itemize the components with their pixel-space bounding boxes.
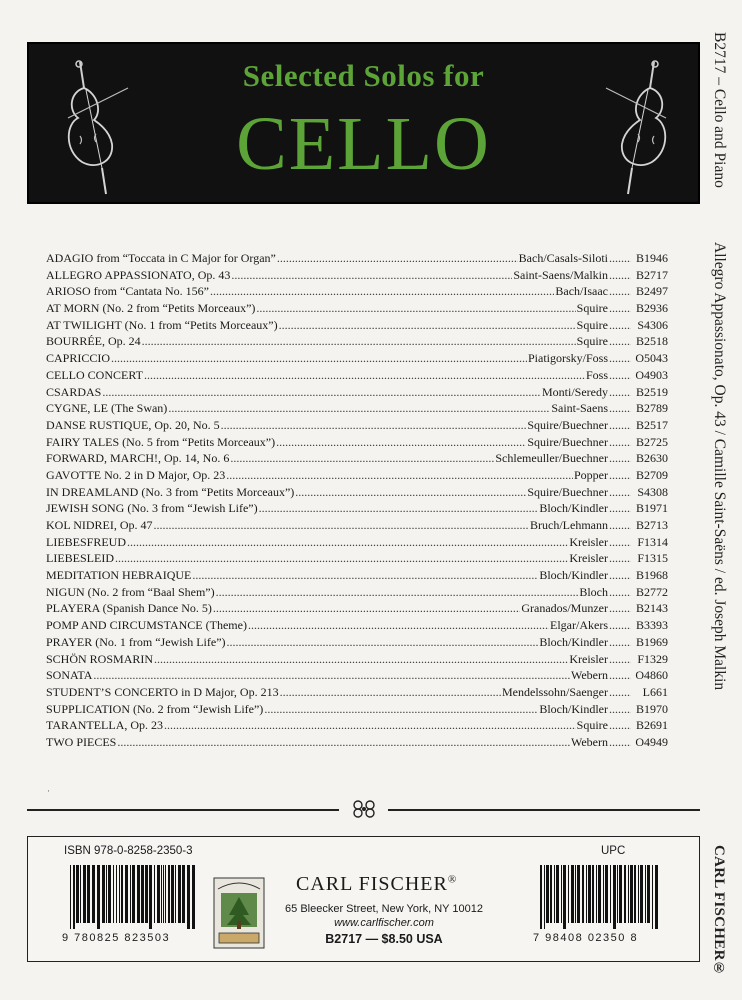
toc-composer: Squire bbox=[576, 317, 608, 332]
barcode-bar bbox=[187, 865, 190, 929]
toc-catalog-number: B2789 bbox=[635, 401, 668, 416]
toc-leader-dots bbox=[609, 567, 631, 584]
barcode-bar bbox=[178, 865, 181, 923]
upc-label: UPC bbox=[601, 845, 626, 857]
toc-title: AT MORN (No. 2 from “Petits Morceaux”) bbox=[46, 301, 256, 316]
publisher-website: www.carlfischer.com bbox=[334, 917, 434, 929]
toc-title: JEWISH SONG (No. 3 from “Jewish Life”) bbox=[46, 501, 258, 516]
toc-composer: Mendelssohn/Saenger bbox=[502, 684, 608, 699]
barcode-bar bbox=[121, 865, 123, 923]
toc-leader-dots bbox=[609, 534, 631, 551]
toc-composer: Bloch/Kindler bbox=[539, 568, 608, 583]
toc-leader-dots bbox=[609, 250, 631, 267]
barcode-bar bbox=[168, 865, 170, 923]
toc-leader-dots bbox=[609, 701, 631, 718]
toc-catalog-number: B1969 bbox=[635, 634, 668, 649]
barcode-bar bbox=[83, 865, 86, 923]
toc-catalog-number: B1968 bbox=[635, 568, 668, 583]
toc-entry bbox=[46, 701, 668, 718]
toc-entry bbox=[46, 267, 668, 284]
barcode-bar bbox=[588, 865, 591, 923]
isbn-text: ISBN 978-0-8258-2350-3 bbox=[64, 845, 193, 857]
toc-leader-dots bbox=[609, 400, 631, 417]
toc-composer: Squire bbox=[576, 334, 608, 349]
toc-catalog-number: B1970 bbox=[635, 701, 668, 716]
toc-title: NIGUN (No. 2 from “Baal Shem”) bbox=[46, 584, 215, 599]
toc-title: MEDITATION HEBRAIQUE bbox=[46, 568, 192, 583]
toc-catalog-number: S4306 bbox=[637, 317, 668, 332]
toc-leader-dots bbox=[154, 517, 529, 534]
cello-illustration-right-icon bbox=[602, 58, 672, 198]
toc-catalog-number: F1329 bbox=[637, 651, 668, 666]
toc-entry bbox=[46, 450, 668, 467]
barcode-bar bbox=[132, 865, 135, 923]
toc-catalog-number: B2519 bbox=[635, 384, 668, 399]
ornament-icon bbox=[349, 800, 379, 818]
barcode-bar bbox=[108, 865, 111, 923]
barcode-bar bbox=[87, 865, 90, 923]
toc-catalog-number: B2518 bbox=[635, 334, 668, 349]
publisher-address: 65 Bleecker Street, New York, NY 10012 bbox=[285, 903, 483, 915]
toc-catalog-number: B2630 bbox=[635, 451, 668, 466]
barcode-bar bbox=[563, 865, 566, 929]
barcode-bar bbox=[568, 865, 569, 923]
barcode-bar bbox=[628, 865, 629, 923]
toc-catalog-number: B3393 bbox=[635, 618, 668, 633]
barcode-bar bbox=[182, 865, 185, 923]
toc-entry bbox=[46, 584, 668, 601]
toc-leader-dots bbox=[210, 283, 554, 300]
toc-title: SCHÖN ROSMARIN bbox=[46, 651, 154, 666]
toc-entry bbox=[46, 500, 668, 517]
toc-catalog-number: B2936 bbox=[635, 301, 668, 316]
carl-fischer-logo-icon bbox=[213, 877, 265, 949]
toc-entry bbox=[46, 734, 668, 751]
toc-entry bbox=[46, 567, 668, 584]
toc-catalog-number: B1946 bbox=[635, 251, 668, 265]
barcode-bar bbox=[640, 865, 643, 923]
barcode-bar bbox=[556, 865, 559, 923]
barcode-bar bbox=[102, 865, 105, 923]
toc-leader-dots bbox=[226, 467, 573, 484]
toc-title: ALLEGRO APPASSIONATO, Op. 43 bbox=[46, 267, 231, 282]
toc-composer: Kreisler bbox=[569, 534, 608, 549]
toc-leader-dots bbox=[609, 600, 631, 617]
barcode-bar bbox=[157, 865, 160, 923]
barcode-bar bbox=[603, 865, 604, 923]
toc-leader-dots bbox=[248, 617, 549, 634]
toc-title: SUPPLICATION (No. 2 from “Jewish Life”) bbox=[46, 701, 264, 716]
toc-catalog-number: S4308 bbox=[637, 484, 668, 499]
toc-entry bbox=[46, 317, 668, 334]
toc-leader-dots bbox=[115, 550, 568, 567]
toc-composer: Bruch/Lehmann bbox=[530, 518, 608, 532]
toc-entry bbox=[46, 283, 668, 300]
toc-title: CAPRICCIO bbox=[46, 351, 111, 366]
catalog-price: B2717 — $8.50 USA bbox=[325, 932, 443, 946]
barcode-bar bbox=[550, 865, 552, 923]
divider-line-left bbox=[27, 809, 339, 811]
toc-composer: Schlemeuller/Buechner bbox=[495, 451, 608, 466]
barcode-bar bbox=[175, 865, 176, 923]
toc-leader-dots bbox=[609, 484, 631, 501]
toc-catalog-number: O4949 bbox=[635, 734, 668, 749]
barcode-bar bbox=[119, 865, 120, 923]
toc-composer: Webern bbox=[570, 734, 608, 749]
toc-entry bbox=[46, 651, 668, 668]
barcode-bar bbox=[165, 865, 166, 923]
toc-leader-dots bbox=[609, 651, 631, 668]
toc-leader-dots bbox=[276, 434, 526, 451]
toc-leader-dots bbox=[609, 517, 631, 534]
toc-entry bbox=[46, 400, 668, 417]
toc-title: LIEBESFREUD bbox=[46, 534, 127, 549]
barcode-bar bbox=[73, 865, 75, 929]
toc-entry bbox=[46, 534, 668, 551]
toc-leader-dots bbox=[280, 684, 501, 701]
toc-leader-dots bbox=[609, 467, 631, 484]
toc-leader-dots bbox=[279, 317, 576, 334]
barcode-bar bbox=[561, 865, 562, 923]
barcode-bar bbox=[70, 865, 71, 929]
toc-entry bbox=[46, 367, 668, 384]
toc-composer: Saint-Saens/Malkin bbox=[513, 267, 608, 282]
barcode-bar bbox=[113, 865, 114, 923]
toc-leader-dots bbox=[127, 534, 568, 551]
toc-entry bbox=[46, 550, 668, 567]
toc-title: TARANTELLA, Op. 23 bbox=[46, 718, 164, 733]
toc-leader-dots bbox=[609, 450, 631, 467]
toc-catalog-number: B2709 bbox=[635, 467, 668, 482]
barcode-bar bbox=[141, 865, 144, 923]
toc-title: AT TWILIGHT (No. 1 from “Petits Morceaux”) bbox=[46, 317, 278, 332]
toc-catalog-number: O4860 bbox=[635, 668, 668, 683]
toc-title: POMP AND CIRCUMSTANCE (Theme) bbox=[46, 618, 247, 633]
toc-catalog-number: B1971 bbox=[635, 501, 668, 516]
toc-title: CELLO CONCERT bbox=[46, 367, 143, 382]
toc-leader-dots bbox=[264, 701, 538, 718]
barcode-bar bbox=[619, 865, 622, 923]
toc-title: ARIOSO from “Cantata No. 156” bbox=[46, 284, 209, 299]
toc-leader-dots bbox=[231, 267, 512, 284]
toc-leader-dots bbox=[609, 734, 631, 751]
toc-leader-dots bbox=[154, 651, 568, 668]
barcode-bar bbox=[575, 865, 576, 923]
toc-composer: Squire/Buechner bbox=[527, 417, 608, 432]
barcode-bar bbox=[154, 865, 155, 923]
toc-entry bbox=[46, 600, 668, 617]
toc-leader-dots bbox=[102, 384, 541, 401]
toc-leader-dots bbox=[609, 333, 631, 350]
toc-leader-dots bbox=[609, 384, 631, 401]
toc-leader-dots bbox=[609, 634, 631, 651]
toc-leader-dots bbox=[609, 717, 631, 734]
toc-composer: Bach/Casals-Siloti bbox=[518, 251, 608, 265]
toc-entry bbox=[46, 517, 668, 534]
toc-catalog-number: B2713 bbox=[635, 518, 668, 532]
barcode-bar bbox=[137, 865, 140, 923]
toc-catalog-number: F1314 bbox=[637, 534, 668, 549]
toc-entry bbox=[46, 717, 668, 734]
toc-leader-dots bbox=[259, 500, 539, 517]
toc-leader-dots bbox=[168, 400, 550, 417]
spine-featured-piece: Allegro Appassionato, Op. 43 / Camille Saint-Saëns / ed. Joseph Malkin bbox=[711, 242, 728, 691]
toc-title: PRAYER (No. 1 from “Jewish Life”) bbox=[46, 634, 226, 649]
toc-entry bbox=[46, 617, 668, 634]
toc-composer: Bloch/Kindler bbox=[539, 501, 608, 516]
upc-barcode bbox=[538, 865, 660, 929]
toc-catalog-number: B2497 bbox=[635, 284, 668, 299]
toc-leader-dots bbox=[609, 550, 631, 567]
toc-leader-dots bbox=[609, 434, 631, 451]
toc-title: KOL NIDREI, Op. 47 bbox=[46, 518, 153, 532]
toc-entry bbox=[46, 417, 668, 434]
toc-composer: Bloch/Kindler bbox=[539, 701, 608, 716]
isbn-barcode bbox=[68, 865, 196, 929]
toc-leader-dots bbox=[117, 734, 570, 751]
isbn-barcode-digits: 9 780825 823503 bbox=[62, 932, 171, 944]
barcode-bar bbox=[76, 865, 79, 923]
toc-leader-dots bbox=[609, 500, 631, 517]
toc-leader-dots bbox=[227, 634, 539, 651]
toc-title: FORWARD, MARCH!, Op. 14, No. 6 bbox=[46, 451, 230, 466]
barcode-bar bbox=[571, 865, 574, 923]
toc-leader-dots bbox=[609, 667, 631, 684]
toc-title: PLAYERA (Spanish Dance No. 5) bbox=[46, 601, 212, 616]
toc-catalog-number: O4903 bbox=[635, 367, 668, 382]
toc-leader-dots bbox=[609, 684, 631, 701]
toc-entry bbox=[46, 484, 668, 501]
toc-title: ADAGIO from “Toccata in C Major for Organ” bbox=[46, 251, 276, 265]
toc-title: TWO PIECES bbox=[46, 734, 117, 749]
barcode-bar bbox=[638, 865, 639, 923]
spine-publisher: CARL FISCHER® bbox=[711, 845, 727, 978]
barcode-bar bbox=[116, 865, 117, 923]
toc-leader-dots bbox=[111, 350, 527, 367]
toc-title: STUDENT’S CONCERTO in D Major, Op. 213 bbox=[46, 684, 279, 699]
toc-catalog-number: F1315 bbox=[637, 551, 668, 566]
toc-composer: Webern bbox=[570, 668, 608, 683]
toc-composer: Popper bbox=[574, 467, 608, 482]
toc-leader-dots bbox=[142, 333, 576, 350]
toc-leader-dots bbox=[93, 667, 570, 684]
barcode-bar bbox=[617, 865, 618, 923]
toc-composer: Saint-Saens bbox=[551, 401, 608, 416]
toc-leader-dots bbox=[295, 484, 526, 501]
spine bbox=[704, 0, 742, 1000]
toc-composer: Elgar/Akers bbox=[550, 618, 608, 633]
toc-composer: Squire/Buechner bbox=[527, 434, 608, 449]
toc-leader-dots bbox=[609, 584, 631, 601]
barcode-bar bbox=[163, 865, 164, 923]
toc-catalog-number: B2772 bbox=[635, 584, 668, 599]
barcode-bar bbox=[655, 865, 658, 929]
toc-entry bbox=[46, 667, 668, 684]
toc-entry bbox=[46, 634, 668, 651]
barcode-bar bbox=[125, 865, 128, 923]
barcode-bar bbox=[582, 865, 584, 923]
barcode-bar bbox=[540, 865, 542, 929]
upc-barcode-digits: 7 98408 02350 8 bbox=[533, 932, 639, 944]
barcode-bar bbox=[92, 865, 95, 923]
barcode-bar bbox=[624, 865, 626, 923]
toc-entry bbox=[46, 684, 668, 701]
barcode-bar bbox=[161, 865, 162, 923]
toc-composer: Bloch bbox=[579, 584, 608, 599]
toc-leader-dots bbox=[609, 417, 631, 434]
barcode-bar bbox=[130, 865, 131, 923]
toc-title: SONATA bbox=[46, 668, 93, 683]
toc-leader-dots bbox=[609, 283, 631, 300]
toc-entry bbox=[46, 384, 668, 401]
barcode-bar bbox=[106, 865, 107, 923]
toc-title: CYGNE, LE (The Swan) bbox=[46, 401, 168, 416]
toc-composer: Squire/Buechner bbox=[527, 484, 608, 499]
barcode-bar bbox=[145, 865, 148, 923]
toc-catalog-number: B2517 bbox=[635, 417, 668, 432]
barcode-bar bbox=[544, 865, 545, 929]
barcode-bar bbox=[192, 865, 195, 929]
toc-title: FAIRY TALES (No. 5 from “Petits Morceaux”) bbox=[46, 434, 276, 449]
barcode-bar bbox=[598, 865, 601, 923]
toc-entry bbox=[46, 434, 668, 451]
toc-leader-dots bbox=[256, 300, 575, 317]
toc-catalog-number: B2143 bbox=[635, 601, 668, 616]
toc-leader-dots bbox=[609, 300, 631, 317]
toc-composer: Piatigorsky/Foss bbox=[527, 351, 608, 366]
toc-catalog-number: B2717 bbox=[635, 267, 668, 282]
barcode-bar bbox=[647, 865, 650, 923]
toc-composer: Bloch/Kindler bbox=[539, 634, 608, 649]
toc-leader-dots bbox=[609, 367, 631, 384]
publisher-name bbox=[296, 873, 457, 896]
toc-composer: Foss bbox=[585, 367, 608, 382]
barcode-bar bbox=[645, 865, 646, 923]
title-banner bbox=[27, 42, 700, 204]
toc-leader-dots bbox=[609, 617, 631, 634]
toc-leader-dots bbox=[164, 717, 576, 734]
toc-entry bbox=[46, 300, 668, 317]
toc-title: IN DREAMLAND (No. 3 from “Petits Morceaux”) bbox=[46, 484, 295, 499]
barcode-bar bbox=[652, 865, 653, 929]
toc-composer: Squire bbox=[576, 718, 608, 733]
toc-catalog-number: B2725 bbox=[635, 434, 668, 449]
barcode-bar bbox=[80, 865, 81, 923]
toc-leader-dots bbox=[609, 317, 631, 334]
toc-entry bbox=[46, 350, 668, 367]
barcode-bar bbox=[634, 865, 636, 923]
toc-composer: Squire bbox=[576, 301, 608, 316]
barcode-bar bbox=[613, 865, 616, 929]
toc-title: LIEBESLEID bbox=[46, 551, 114, 566]
toc-title: BOURRÉE, Op. 24 bbox=[46, 334, 141, 349]
toc-catalog-number: L661 bbox=[642, 684, 668, 699]
contents-list bbox=[46, 250, 668, 751]
toc-composer: Kreisler bbox=[569, 651, 608, 666]
banner-title: CELLO bbox=[236, 102, 491, 186]
toc-title: GAVOTTE No. 2 in D Major, Op. 23 bbox=[46, 467, 226, 482]
ornamental-divider bbox=[27, 802, 700, 816]
toc-leader-dots bbox=[221, 417, 527, 434]
toc-entry bbox=[46, 333, 668, 350]
toc-leader-dots bbox=[609, 267, 631, 284]
toc-leader-dots bbox=[192, 567, 538, 584]
toc-composer: Monti/Seredy bbox=[542, 384, 608, 399]
barcode-bar bbox=[171, 865, 174, 923]
tiny-mark: · bbox=[47, 786, 50, 796]
barcode-bar bbox=[586, 865, 587, 923]
toc-leader-dots bbox=[144, 367, 585, 384]
divider-line-right bbox=[388, 809, 700, 811]
toc-title: CSARDAS bbox=[46, 384, 102, 399]
barcode-bar bbox=[554, 865, 555, 923]
toc-composer: Bach/Isaac bbox=[555, 284, 608, 299]
barcode-bar bbox=[596, 865, 597, 923]
barcode-bar bbox=[592, 865, 594, 923]
toc-entry bbox=[46, 250, 668, 267]
toc-composer: Granados/Munzer bbox=[521, 601, 608, 616]
toc-leader-dots bbox=[213, 600, 520, 617]
toc-leader-dots bbox=[230, 450, 494, 467]
publisher-name-text: CARL FISCHER bbox=[296, 873, 448, 895]
publisher-box bbox=[27, 836, 700, 962]
toc-catalog-number: B2691 bbox=[635, 718, 668, 733]
barcode-bar bbox=[546, 865, 549, 923]
barcode-bar bbox=[630, 865, 633, 923]
barcode-bar bbox=[605, 865, 608, 923]
toc-catalog-number: O5043 bbox=[635, 351, 668, 366]
barcode-bar bbox=[149, 865, 152, 929]
toc-title: DANSE RUSTIQUE, Op. 20, No. 5 bbox=[46, 417, 220, 432]
barcode-bar bbox=[97, 865, 100, 929]
barcode-bar bbox=[577, 865, 580, 923]
banner-subtitle: Selected Solos for bbox=[242, 58, 485, 93]
toc-leader-dots bbox=[609, 350, 631, 367]
spine-catalog-title: B2717 – Cello and Piano bbox=[711, 32, 728, 188]
registered-mark: ® bbox=[447, 873, 458, 886]
toc-leader-dots bbox=[216, 584, 579, 601]
toc-entry bbox=[46, 467, 668, 484]
barcode-bar bbox=[610, 865, 611, 923]
toc-leader-dots bbox=[277, 250, 518, 267]
toc-composer: Kreisler bbox=[569, 551, 608, 566]
